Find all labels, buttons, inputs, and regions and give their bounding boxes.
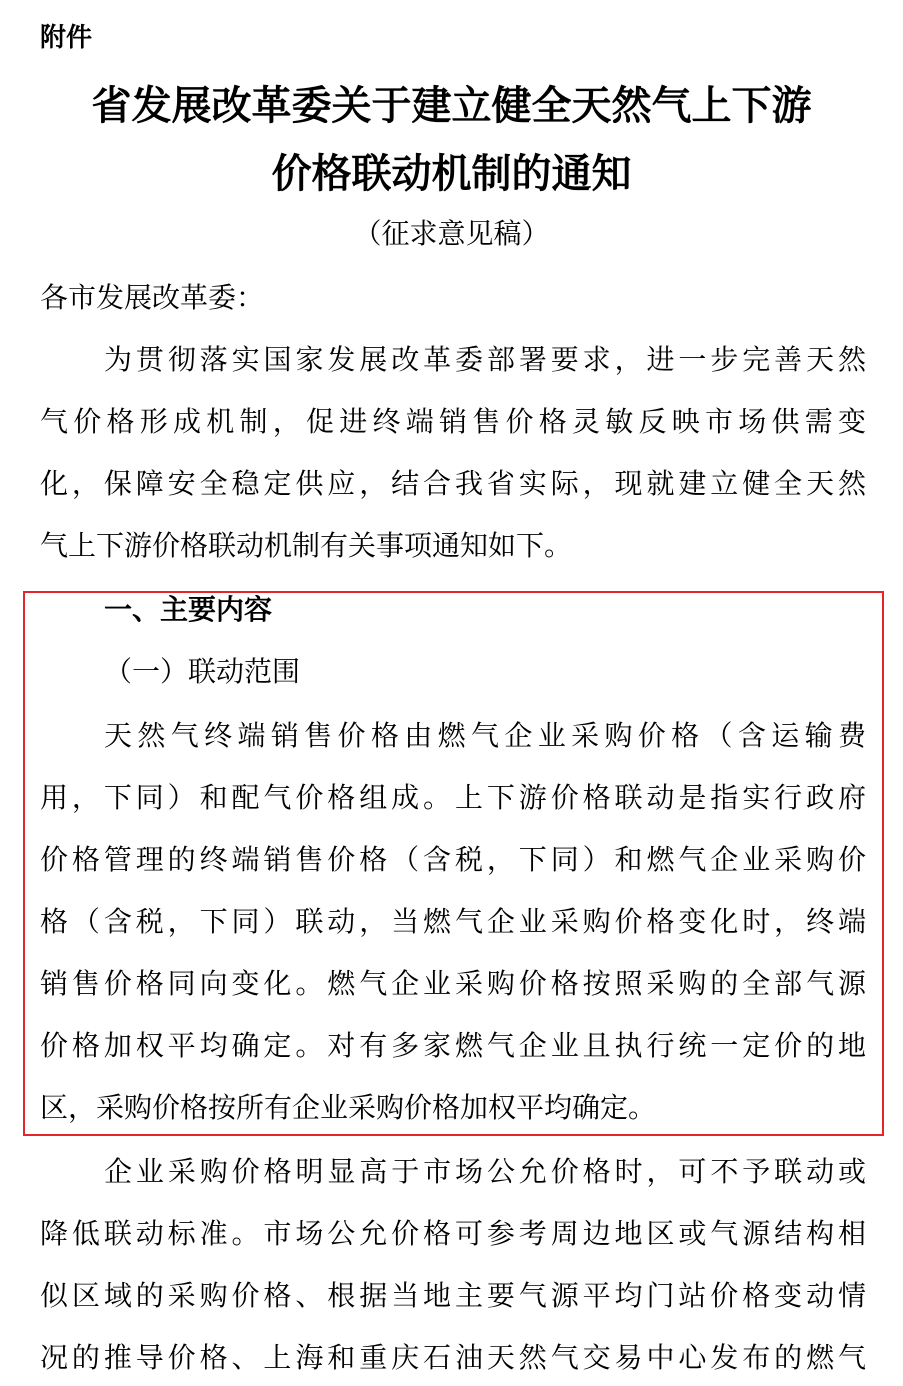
- intro-line: 气上下游价格联动机制有关事项通知如下。: [40, 529, 573, 562]
- paragraph-line: 价格加权平均确定。对有多家燃气企业且执行统一定价的地: [40, 1029, 866, 1062]
- section-heading: 一、主要内容: [104, 593, 273, 626]
- document-title-line-2: 价格联动机制的通知: [271, 150, 632, 197]
- paragraph-line: 区，采购价格按所有企业采购价格加权平均确定。: [40, 1091, 657, 1124]
- subsection-heading: （一）联动范围: [104, 655, 301, 688]
- paragraph-line: 销售价格同向变化。燃气企业采购价格按照采购的全部气源: [40, 967, 866, 1000]
- intro-line: 气价格形成机制，促进终端销售价格灵敏反映市场供需变: [40, 405, 866, 438]
- document-title-line-1: 省发展改革委关于建立健全天然气上下游: [91, 82, 812, 129]
- paragraph-line: 天然气终端销售价格由燃气企业采购价格（含运输费: [104, 719, 866, 752]
- intro-line: 化，保障安全稳定供应，结合我省实际，现就建立健全天然: [40, 467, 866, 500]
- paragraph-line: 用，下同）和配气价格组成。上下游价格联动是指实行政府: [40, 781, 866, 814]
- paragraph-line: 似区域的采购价格、根据当地主要气源平均门站价格变动情: [40, 1279, 866, 1312]
- paragraph-line: 格（含税，下同）联动，当燃气企业采购价格变化时，终端: [40, 905, 866, 938]
- salutation: 各市发展改革委：: [40, 281, 265, 314]
- intro-line: 为贯彻落实国家发展改革委部署要求，进一步完善天然: [104, 343, 866, 376]
- paragraph-line: 况的推导价格、上海和重庆石油天然气交易中心发布的燃气: [40, 1341, 866, 1374]
- paragraph-line: 价格管理的终端销售价格（含税，下同）和燃气企业采购价: [40, 843, 866, 876]
- paragraph-line: 降低联动标准。市场公允价格可参考周边地区或气源结构相: [40, 1217, 866, 1250]
- paragraph-line: 企业采购价格明显高于市场公允价格时，可不予联动或: [104, 1155, 866, 1188]
- document-subtitle: （征求意见稿）: [353, 217, 550, 250]
- attachment-label: 附件: [40, 23, 93, 53]
